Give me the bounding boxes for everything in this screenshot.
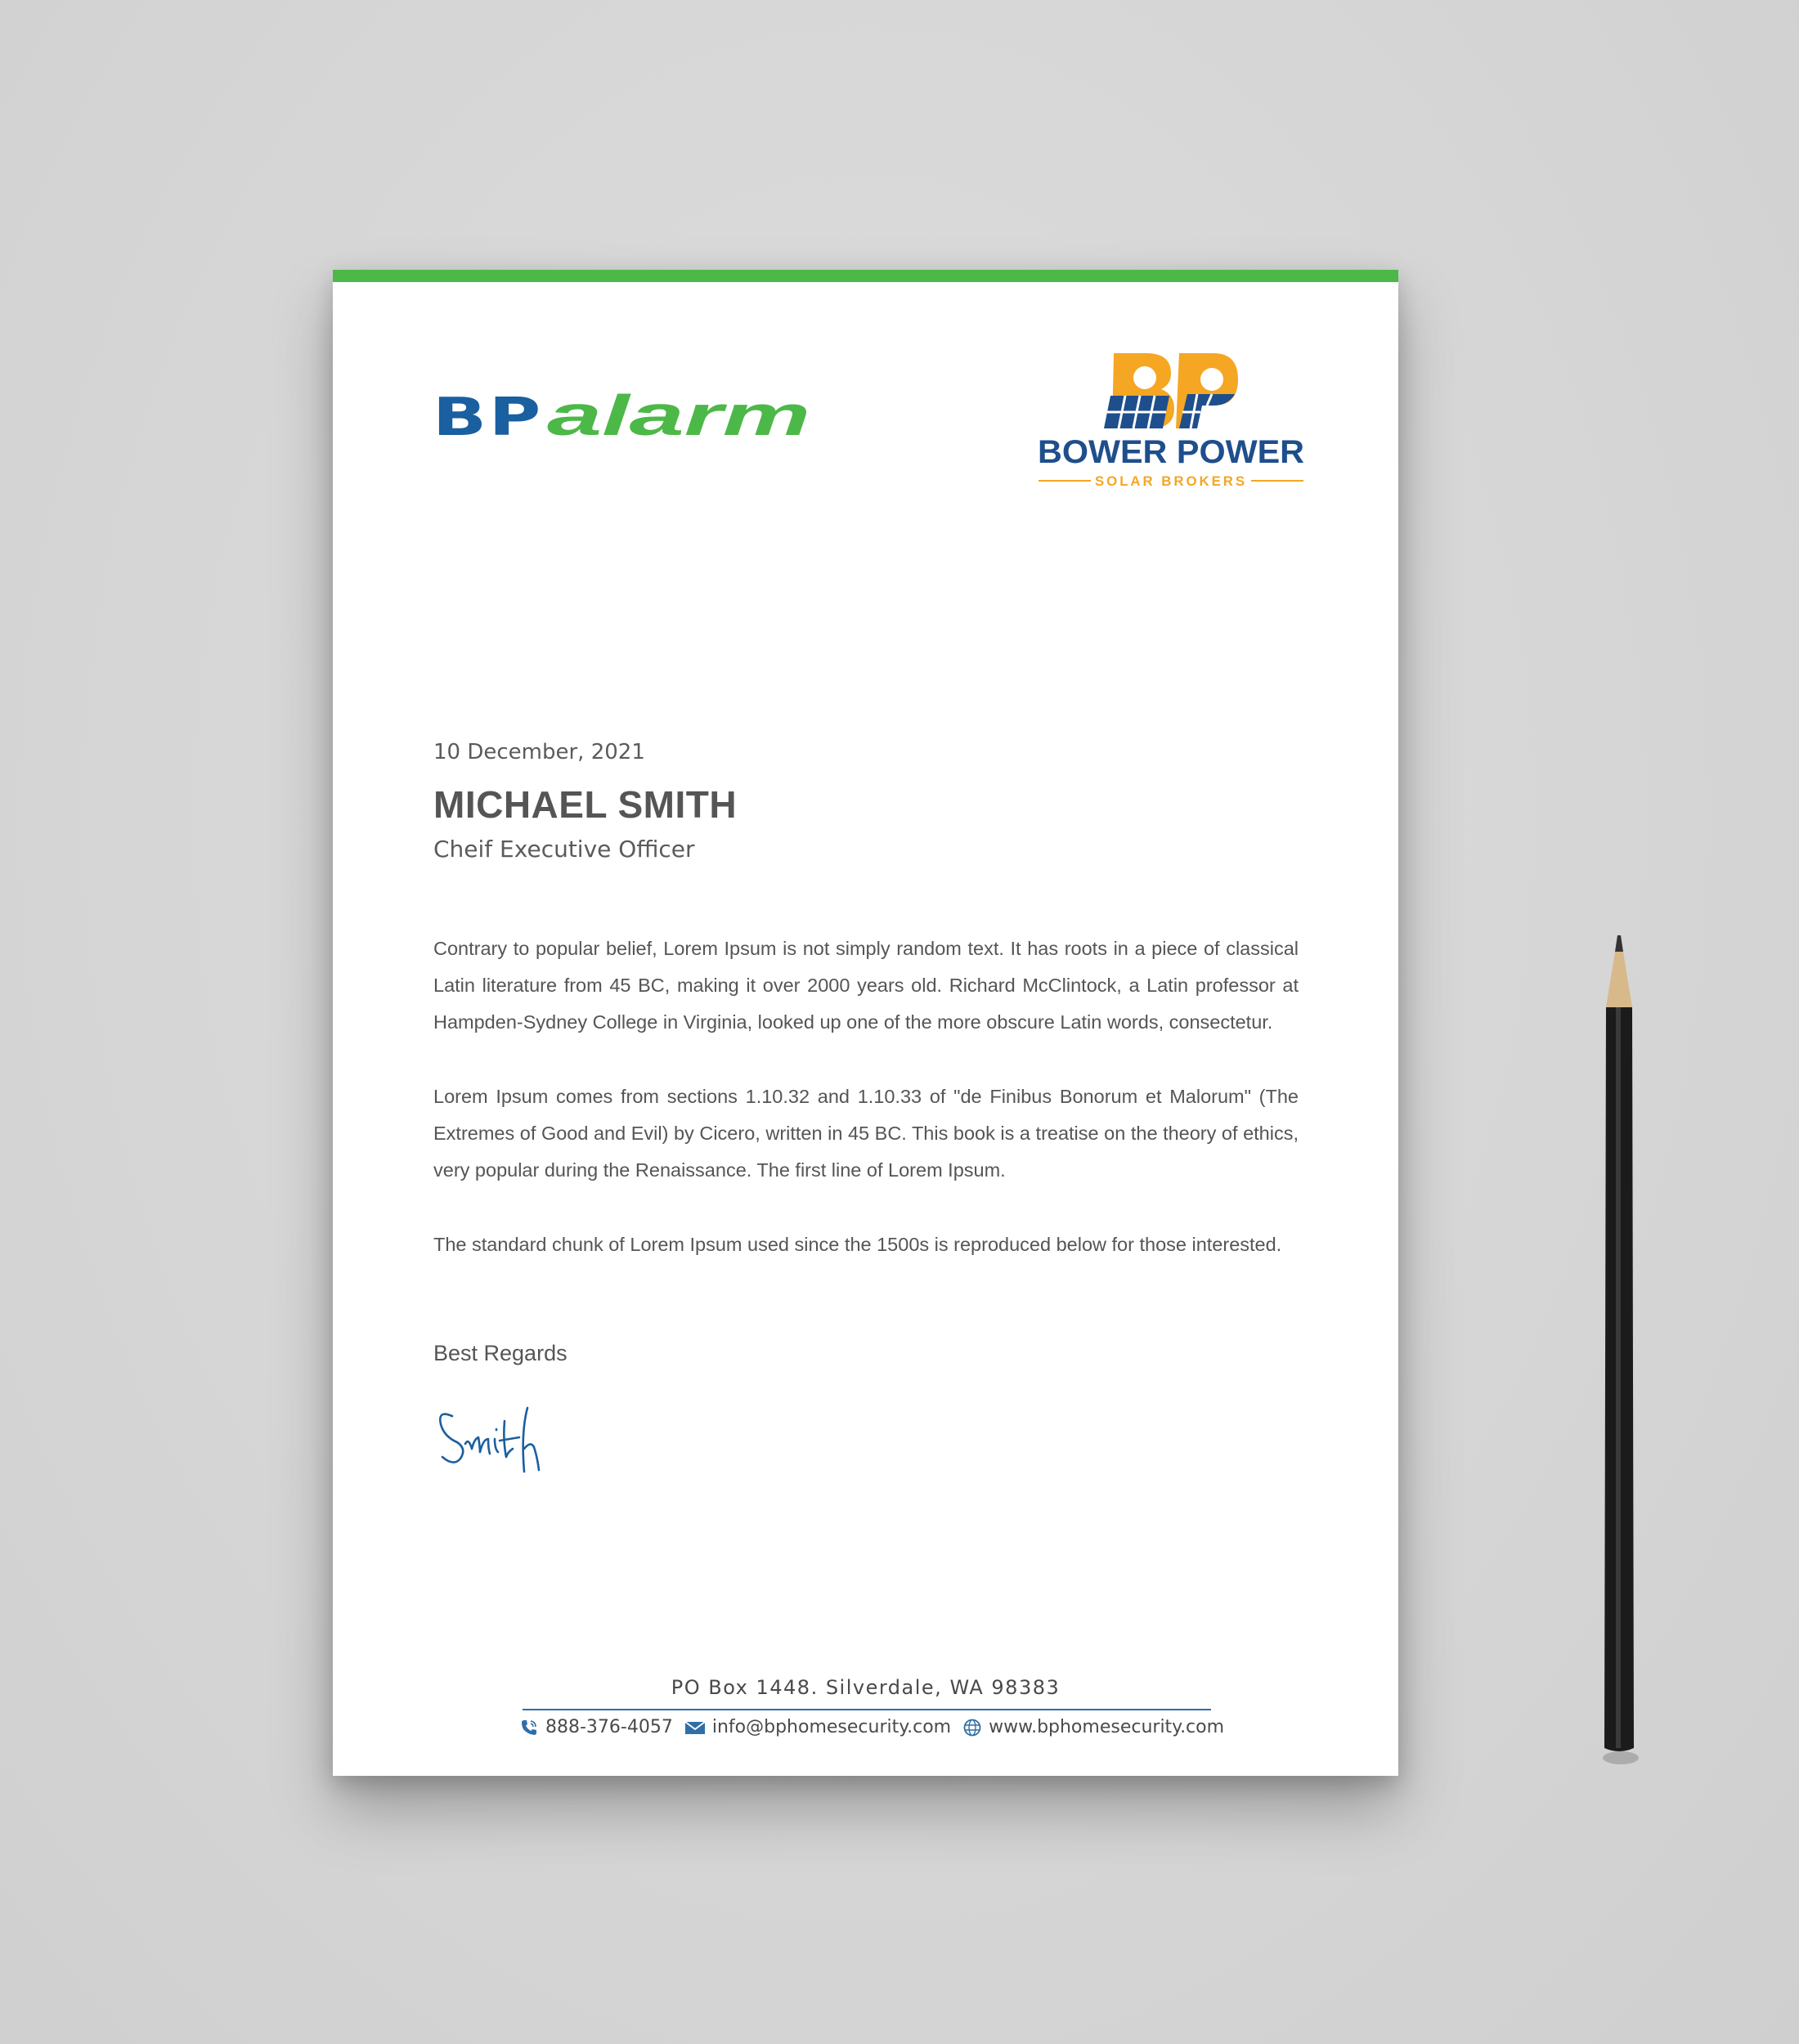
- top-accent-bar: [333, 270, 1398, 282]
- body-paragraph: Contrary to popular belief, Lorem Ipsum is not simply random text. It has roots in a piece of classical Latin literature from 45 BC, making it over 2000 years old. Richard McClintock, a Latin professor at Hampden-Sydney College in Virginia, looked up one of the more obscure Latin words, consectetur.: [433, 938, 1299, 1033]
- logo-name: BOWER POWER: [1038, 434, 1305, 470]
- logo-tagline: SOLAR BROKERS: [1095, 473, 1247, 489]
- closing: Best Regards: [433, 1341, 568, 1365]
- logo-word: alarm: [547, 389, 810, 446]
- bower-power-logo: [1032, 345, 1310, 492]
- body-paragraph: The standard chunk of Lorem Ipsum used since the 1500s is reproduced below for those interested.: [433, 1234, 1282, 1255]
- footer-address: PO Box 1448. Silverdale, WA 98383: [671, 1676, 1061, 1699]
- logo-prefix: BP: [433, 389, 543, 446]
- recipient-name: MICHAEL SMITH: [433, 783, 738, 826]
- letter-date: 10 December, 2021: [433, 740, 645, 764]
- body-paragraph: Lorem Ipsum comes from sections 1.10.32 and 1.10.33 of "de Finibus Bonorum et Malorum" (The Extremes of Good and Evil) by Cicero, written in 45 BC. This book is a treatise on the theory of ethics, very popular during the Renaissance. The first line of Lorem Ipsum.: [433, 1086, 1299, 1181]
- contact-email: [684, 1717, 951, 1737]
- contact-website: [962, 1717, 1224, 1737]
- signature: [429, 1392, 552, 1481]
- footer-contacts: [519, 1717, 1225, 1737]
- pencil: [1595, 932, 1644, 1766]
- letterhead-page: [333, 270, 1398, 1776]
- logo-letter-b: [1104, 353, 1174, 428]
- footer-divider: [523, 1709, 1211, 1710]
- recipient-title: Cheif Executive Officer: [433, 836, 695, 863]
- website-link[interactable]: www.bphomesecurity.com: [989, 1717, 1225, 1737]
- bp-alarm-logo: [433, 389, 817, 446]
- letter-body: [433, 930, 1299, 1301]
- logo-letter-p: [1176, 353, 1238, 428]
- phone-icon: [519, 1718, 539, 1737]
- contact-phone: [519, 1717, 673, 1737]
- email-link[interactable]: info@bphomesecurity.com: [711, 1717, 952, 1737]
- phone-link[interactable]: 888-376-4057: [545, 1717, 673, 1737]
- envelope-icon: [684, 1719, 706, 1736]
- globe-icon: [962, 1718, 982, 1737]
